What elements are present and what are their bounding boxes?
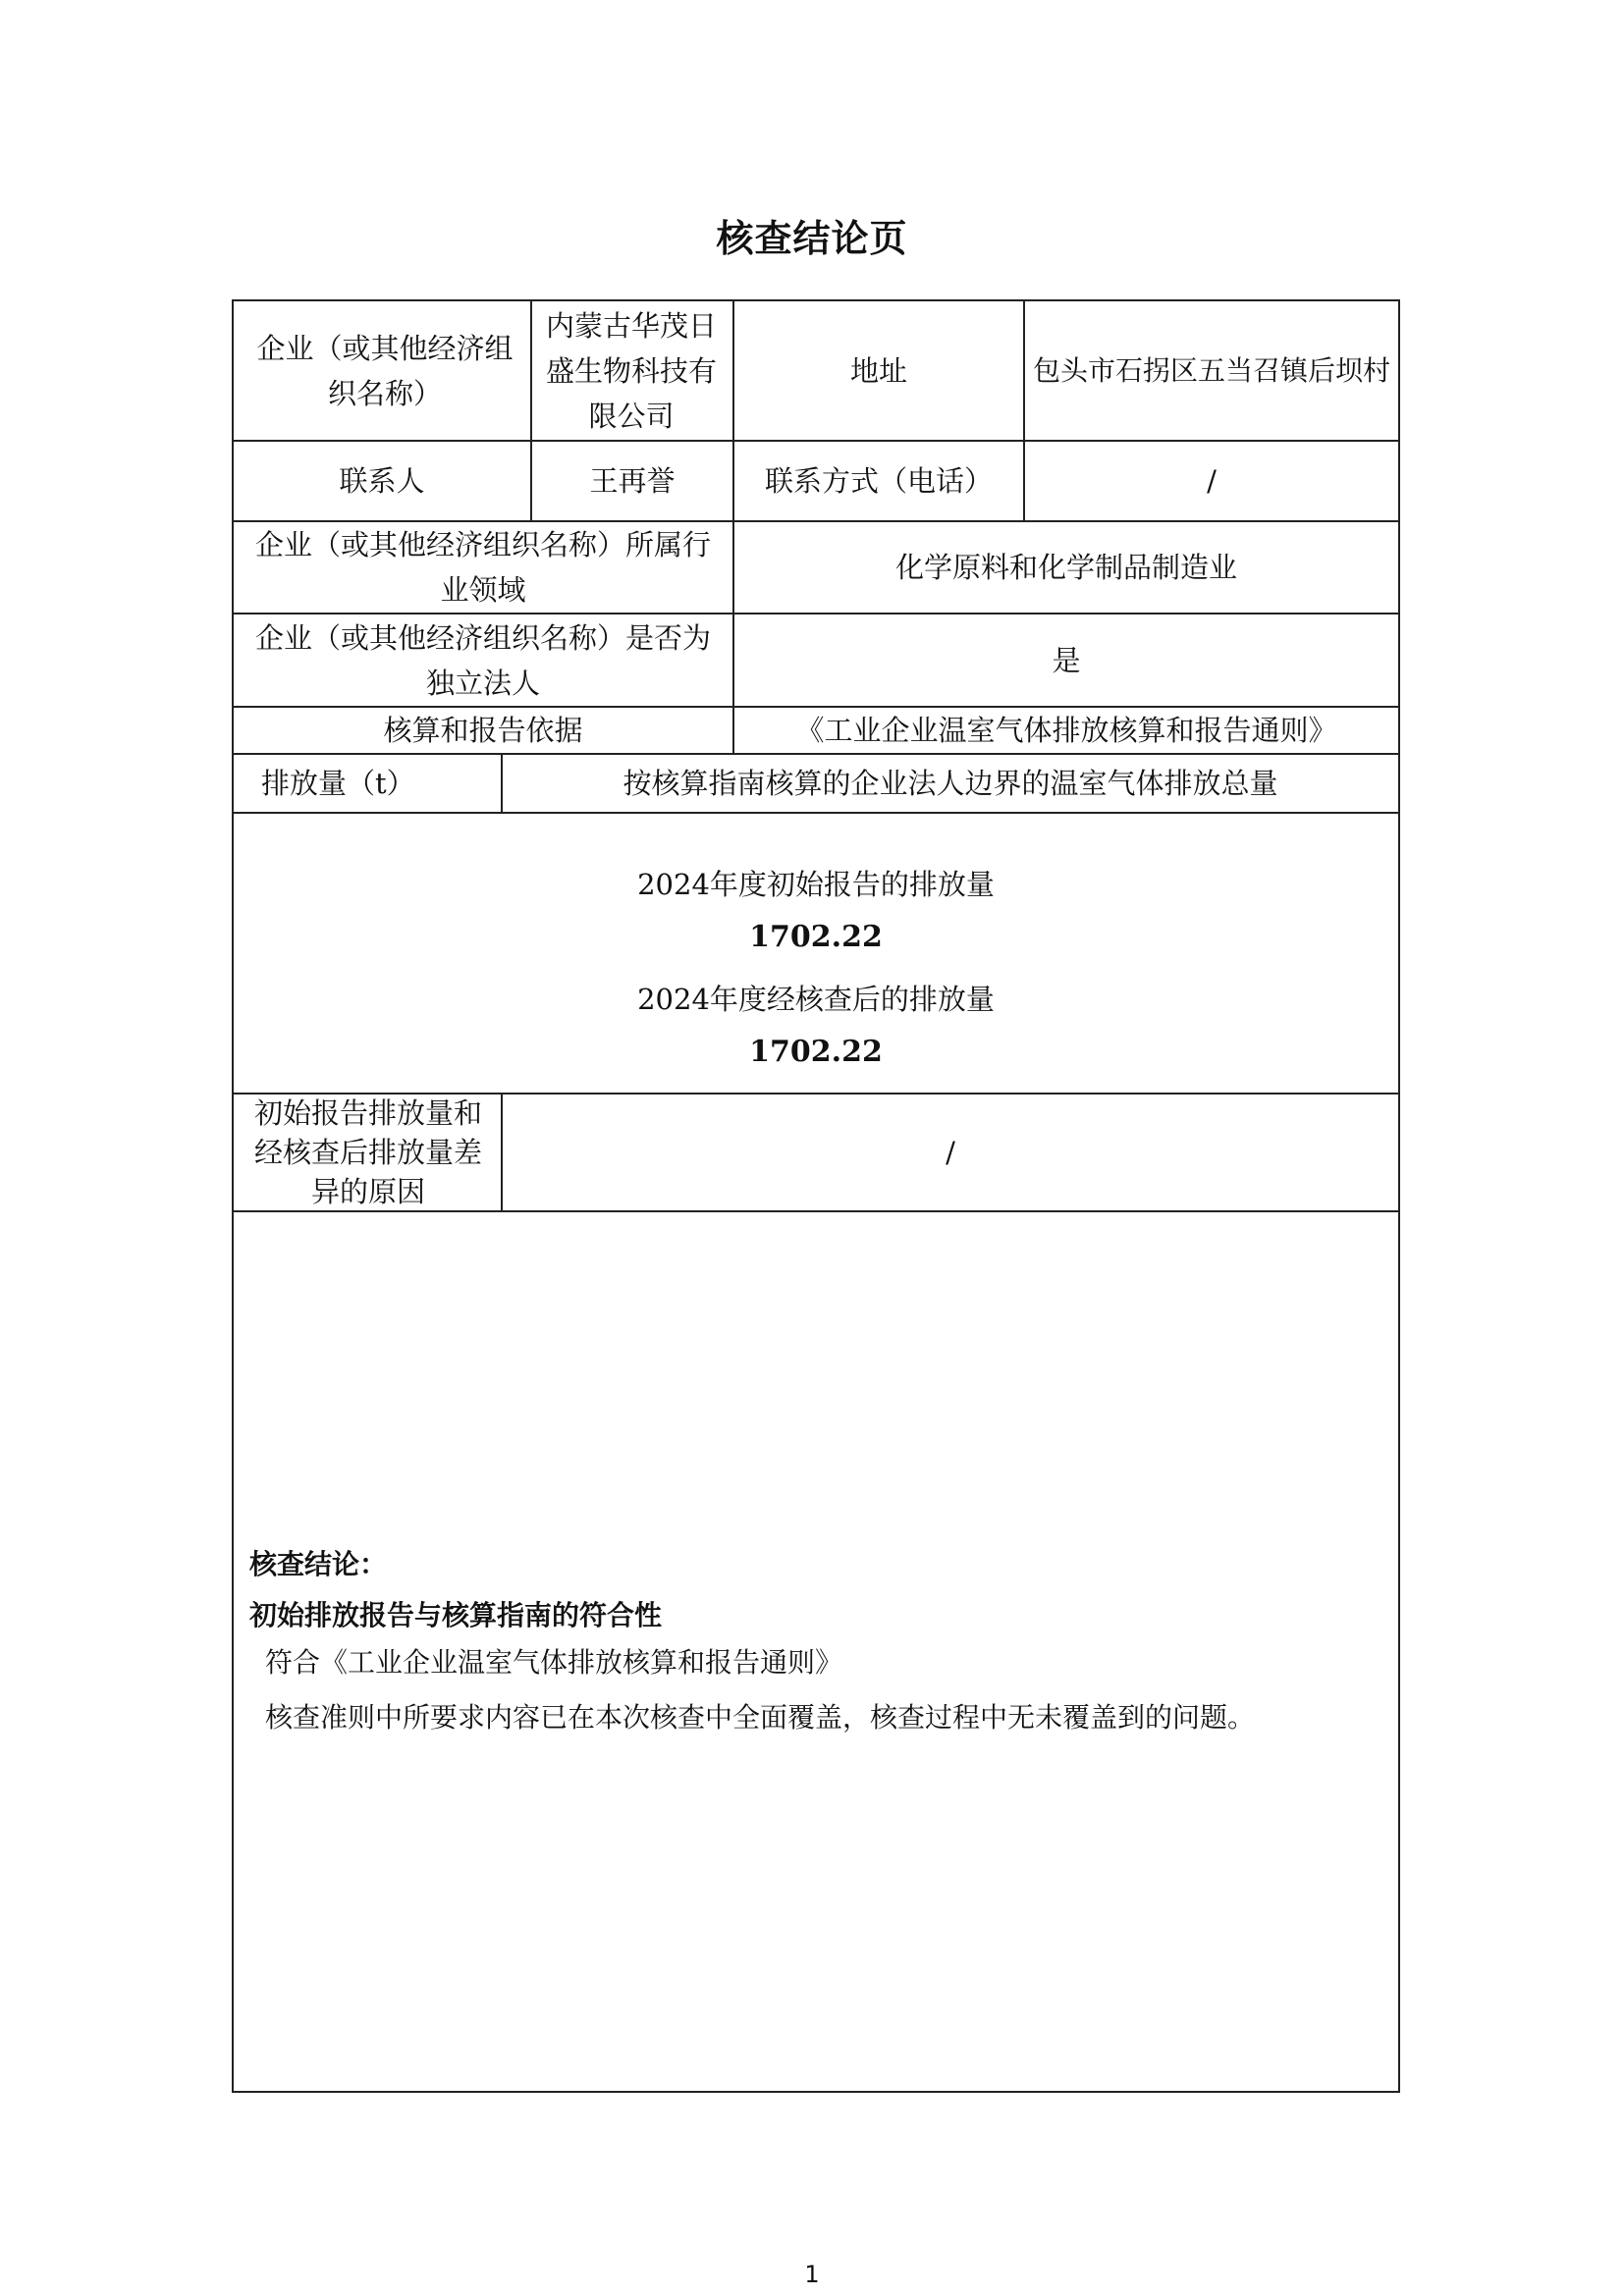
- initial-emission-label: 2024年度初始报告的排放量: [637, 868, 995, 901]
- contact-value: 王再誉: [589, 464, 676, 498]
- coverage-statement: 核查准则中所要求内容已在本次核查中全面覆盖，核查过程中无未覆盖到的问题。: [265, 1701, 1256, 1734]
- emission-values: [234, 814, 1398, 1091]
- page-title: 核查结论页: [716, 217, 908, 260]
- basis-value: 《工业企业温室气体排放核算和报告通则》: [795, 714, 1337, 747]
- emission-label: 排放量（t）: [261, 767, 415, 800]
- emission-description: 按核算指南核算的企业法人边界的温室气体排放总量: [623, 767, 1278, 800]
- address-label: 地址: [849, 353, 907, 388]
- verified-emission-value: 1702.22: [749, 1035, 883, 1069]
- basis-label: 核算和报告依据: [383, 714, 583, 747]
- conformity-statement: 符合《工业企业温室气体排放核算和报告通则》: [265, 1646, 843, 1679]
- verified-emission-label: 2024年度经核查后的排放量: [637, 983, 995, 1016]
- address-value: 包头市石拐区五当召镇后坝村: [1032, 353, 1390, 387]
- legal-person-value: 是: [1052, 643, 1081, 677]
- industry-label: 企业（或其他经济组织名称）所属行业领域: [254, 528, 711, 607]
- conclusion-heading: 核查结论：: [249, 1548, 388, 1580]
- legal-person-label: 企业（或其他经济组织名称）是否为独立法人: [254, 620, 711, 700]
- page-number: 1: [804, 2261, 820, 2288]
- contact-label: 联系人: [339, 464, 425, 498]
- conformity-heading: 初始排放报告与核算指南的符合性: [249, 1599, 663, 1631]
- difference-reason-label: 初始报告排放量和经核查后排放量差异的原因: [253, 1096, 482, 1208]
- phone-value: /: [1207, 464, 1217, 498]
- enterprise-label: 企业（或其他经济组织名称）: [256, 331, 514, 410]
- industry-value: 化学原料和化学制品制造业: [894, 551, 1237, 584]
- enterprise-name: 内蒙古华茂日盛生物科技有限公司: [545, 308, 717, 433]
- initial-emission-value: 1702.22: [749, 920, 883, 954]
- difference-reason-value: /: [946, 1136, 955, 1169]
- phone-label: 联系方式（电话）: [764, 464, 993, 498]
